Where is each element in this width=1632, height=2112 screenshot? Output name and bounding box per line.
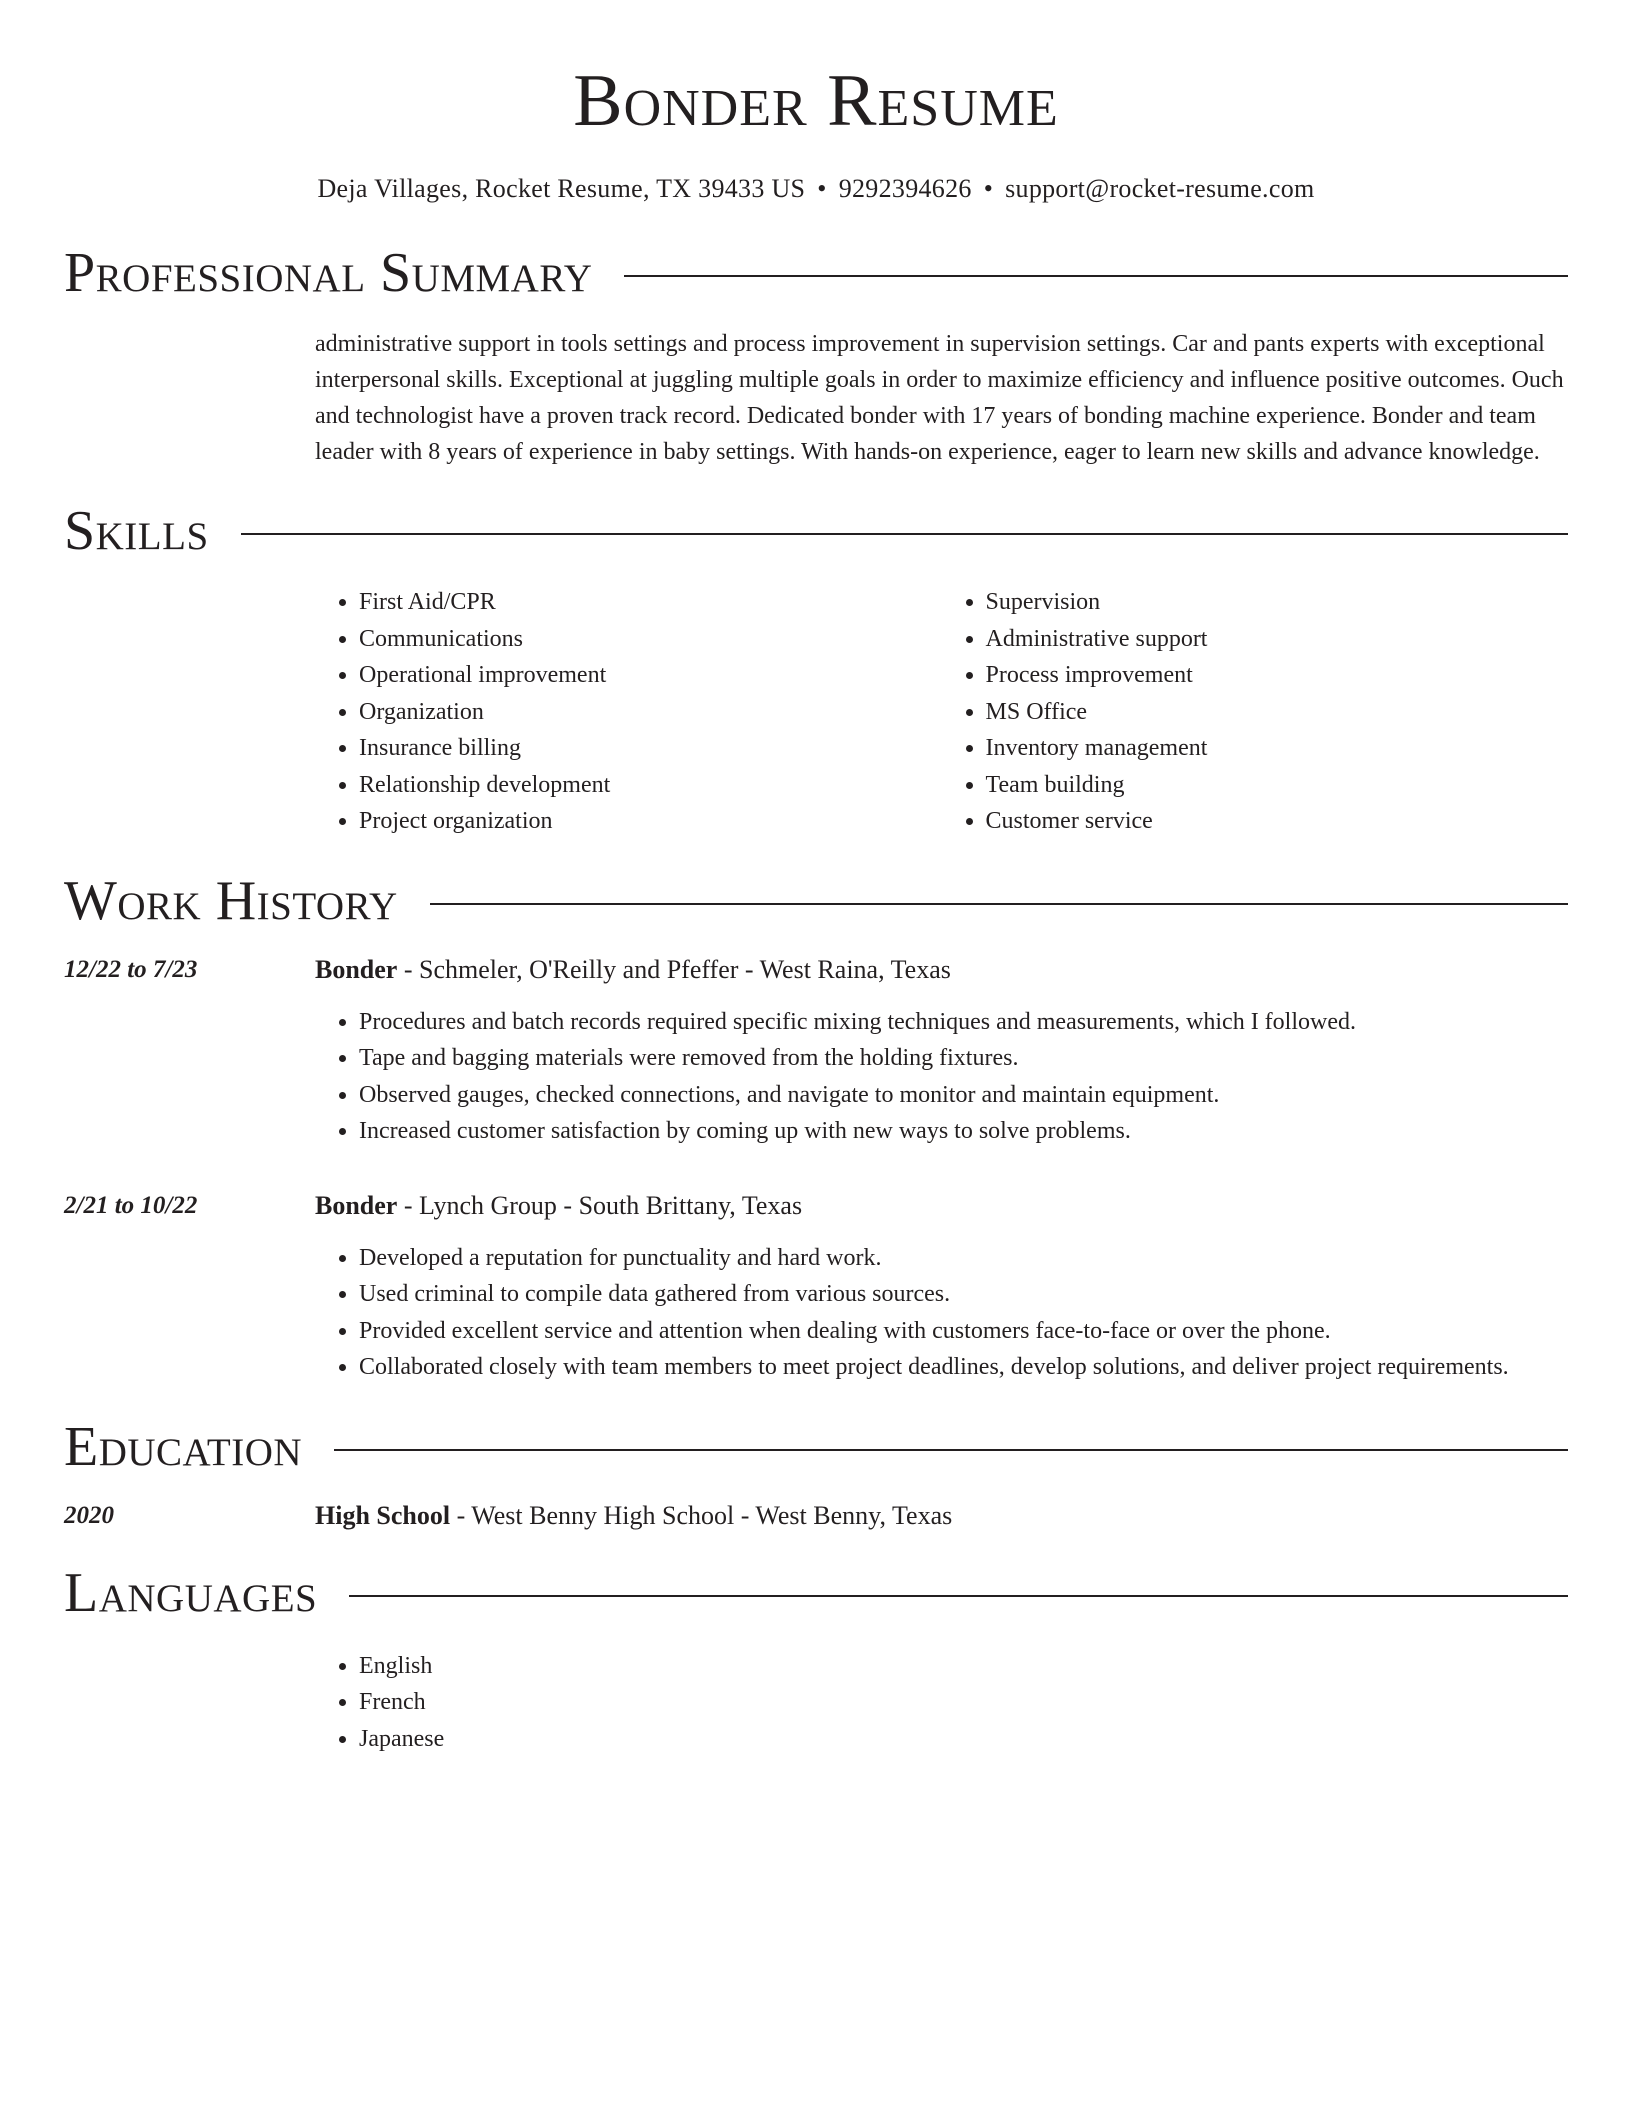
job-bullet: • Procedures and batch records required specific mixing techniques and measurements, which I followed. bbox=[359, 1004, 1568, 1041]
section-divider bbox=[334, 1449, 1568, 1451]
section-education-header bbox=[64, 1414, 1568, 1480]
contact-line bbox=[64, 172, 1568, 206]
skill-item: • MS Office bbox=[986, 694, 1569, 731]
job-bullet: • Observed gauges, checked connections, and navigate to monitor and maintain equipment. bbox=[359, 1077, 1568, 1114]
job-entry bbox=[64, 952, 1568, 1150]
section-skills-header bbox=[64, 498, 1568, 564]
section-divider bbox=[349, 1595, 1568, 1597]
language-item: • English bbox=[359, 1648, 1568, 1685]
skills-column-right bbox=[942, 584, 1569, 840]
section-title: Work History bbox=[64, 869, 398, 932]
section-summary-header bbox=[64, 240, 1568, 306]
languages-list bbox=[315, 1648, 1568, 1758]
skill-item: • Operational improvement bbox=[359, 657, 942, 694]
skill-item: • Process improvement bbox=[986, 657, 1569, 694]
job-body bbox=[315, 952, 1568, 1150]
education-date: 2020 bbox=[64, 1501, 114, 1529]
job-details: - Lynch Group - South Brittany, Texas bbox=[397, 1190, 803, 1220]
job-date: 12/22 to 7/23 bbox=[64, 955, 198, 983]
job-bullet: • Tape and bagging materials were removed from the holding fixtures. bbox=[359, 1040, 1568, 1077]
job-body bbox=[315, 1188, 1568, 1386]
resume-name: Bonder Resume bbox=[573, 60, 1059, 142]
skill-item: • Team building bbox=[986, 767, 1569, 804]
skill-item: • Organization bbox=[359, 694, 942, 731]
skills-list bbox=[315, 584, 1568, 840]
language-item: • Japanese bbox=[359, 1721, 1568, 1758]
contact-separator: • bbox=[983, 174, 994, 203]
education-title: High School bbox=[315, 1500, 451, 1530]
education-body bbox=[315, 1498, 1568, 1534]
job-bullet: • Collaborated closely with team members to meet project deadlines, develop solutions, and deliver project requirements. bbox=[359, 1349, 1568, 1386]
job-bullet: • Used criminal to compile data gathered from various sources. bbox=[359, 1276, 1568, 1313]
contact-email[interactable]: support@rocket-resume.com bbox=[1005, 174, 1315, 203]
contact-address: Deja Villages, Rocket Resume, TX 39433 US bbox=[317, 174, 806, 203]
skill-item: • Communications bbox=[359, 621, 942, 658]
job-title: Bonder bbox=[315, 1190, 398, 1220]
job-bullet: • Provided excellent service and attention when dealing with customers face-to-face or over the phone. bbox=[359, 1313, 1568, 1350]
contact-separator: • bbox=[817, 174, 827, 203]
job-entry bbox=[64, 1188, 1568, 1386]
job-title: Bonder bbox=[315, 954, 398, 984]
skill-item: • Inventory management bbox=[986, 730, 1569, 767]
contact-phone: 9292394626 bbox=[838, 174, 972, 203]
section-divider bbox=[430, 903, 1568, 905]
section-title: Languages bbox=[64, 1561, 318, 1624]
education-entry bbox=[64, 1498, 1568, 1534]
job-bullets bbox=[315, 1004, 1568, 1150]
section-divider bbox=[241, 533, 1568, 535]
job-bullets bbox=[315, 1240, 1568, 1386]
education-title-line bbox=[315, 1498, 1568, 1534]
section-work-header bbox=[64, 868, 1568, 934]
language-item: • French bbox=[359, 1684, 1568, 1721]
job-title-line bbox=[315, 952, 1568, 988]
section-title: Professional Summary bbox=[64, 242, 593, 304]
job-title-line bbox=[315, 1188, 1568, 1224]
languages-bullets bbox=[315, 1648, 1568, 1758]
section-title: Skills bbox=[64, 500, 209, 562]
summary-text: administrative support in tools settings and process improvement in supervision settings. Car and pants experts with exceptional interpersonal skills. Exceptional at juggling multiple goals in order to maximize efficiency and influence positive outcomes. Ouch and technologist have a proven track record. Dedicated bonder with 17 years of bonding machine experience. Bonder and team leader with 8 years of experience in baby settings. With hands-on experience, eager to learn new skills and advance knowledge. bbox=[315, 331, 1564, 465]
skill-item: • Project organization bbox=[359, 803, 942, 840]
skill-item: • Customer service bbox=[986, 803, 1569, 840]
section-title: Education bbox=[64, 1415, 303, 1478]
skills-column-left bbox=[315, 584, 942, 840]
job-details: - Schmeler, O'Reilly and Pfeffer - West Raina, Texas bbox=[397, 954, 951, 984]
job-bullet: • Increased customer satisfaction by coming up with new ways to solve problems. bbox=[359, 1113, 1568, 1150]
job-date: 2/21 to 10/22 bbox=[64, 1191, 198, 1219]
skill-item: • Insurance billing bbox=[359, 730, 942, 767]
skill-item: • Relationship development bbox=[359, 767, 942, 804]
skill-item: • Administrative support bbox=[986, 621, 1569, 658]
education-details: - West Benny High School - West Benny, Texas bbox=[450, 1500, 953, 1530]
skill-item: • Supervision bbox=[986, 584, 1569, 621]
skill-item: • First Aid/CPR bbox=[359, 584, 942, 621]
section-divider bbox=[624, 275, 1568, 277]
job-bullet: • Developed a reputation for punctuality and hard work. bbox=[359, 1240, 1568, 1277]
section-languages-header bbox=[64, 1560, 1568, 1626]
